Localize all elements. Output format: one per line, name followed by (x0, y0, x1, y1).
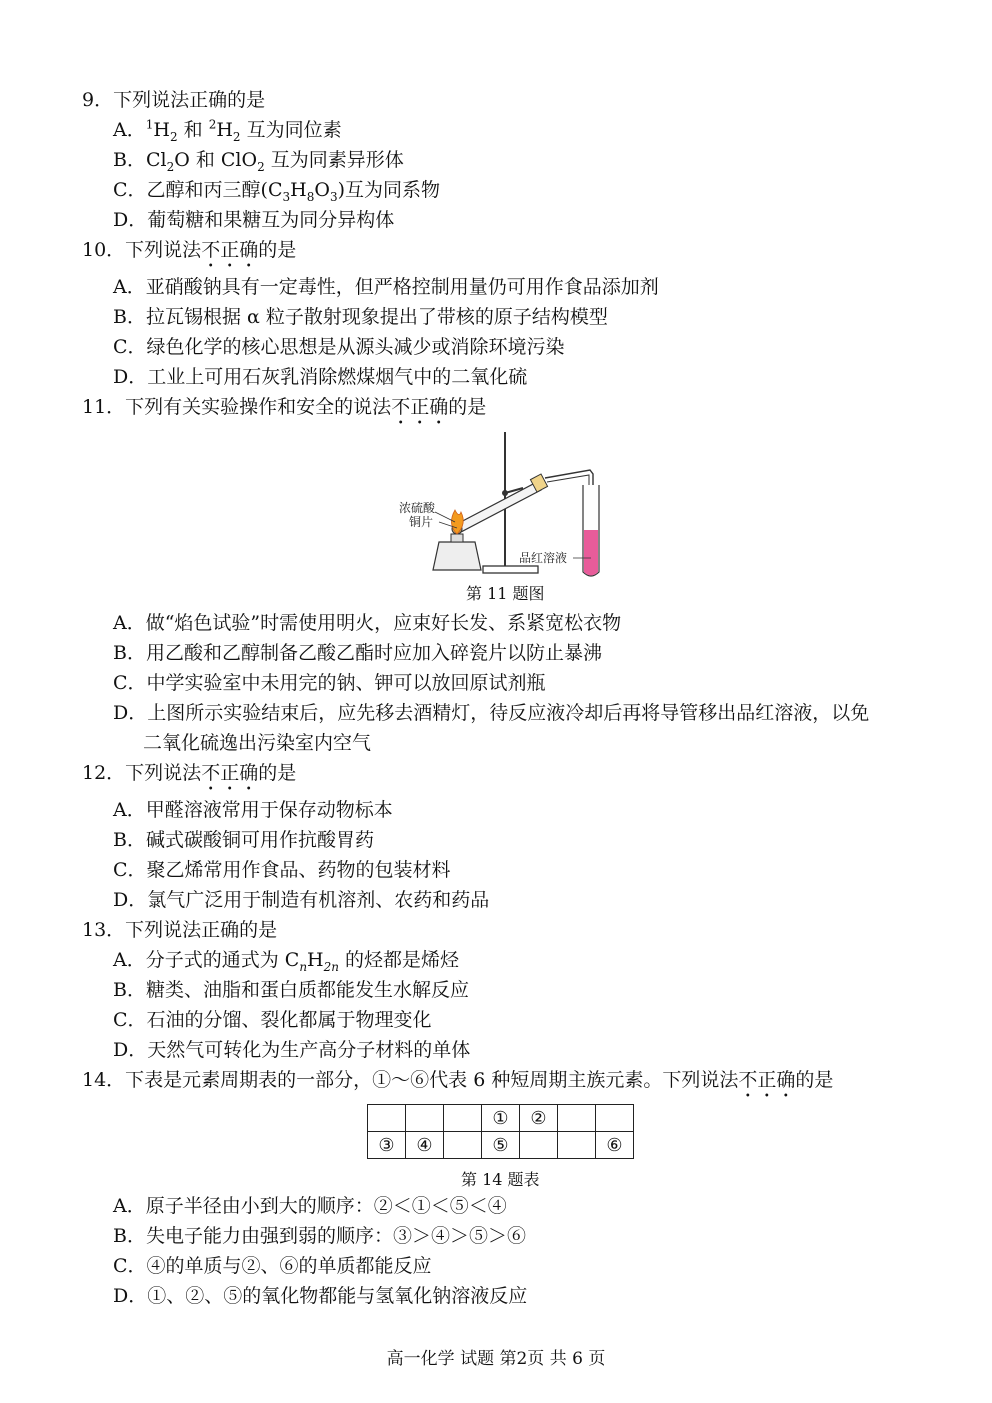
table-cell (444, 1105, 482, 1132)
q12-stem: 12．下列说法不正确的是 (82, 762, 297, 784)
table-row (368, 1105, 634, 1132)
label-copper-sheet: 铜片 (409, 515, 434, 529)
periodic-table-fragment (367, 1104, 634, 1159)
table-cell (368, 1105, 406, 1132)
q11-option-d: D．上图所示实验结束后，应先移去酒精灯，待反应液冷却后再将导管移出品红溶液，以免 (113, 702, 870, 724)
q14-option-a: A．原子半径由小到大的顺序：②＜①＜⑤＜④ (113, 1195, 507, 1217)
q14-option-c: C．④的单质与②、⑥的单质都能反应 (113, 1255, 432, 1277)
table-cell (520, 1132, 558, 1159)
page-footer: 高一化学 试题 第2页 共 6 页 (386, 1349, 606, 1369)
q9-option-c: C．乙醇和丙三醇$(C_3H_8O_3)$互为同系物 (113, 179, 440, 204)
q11-option-d-continued: 二氧化硫逸出污染室内空气 (143, 732, 372, 754)
table-cell: ② (520, 1105, 558, 1132)
q9-stem: 9．下列说法正确的是 (82, 89, 266, 111)
q11-option-b: B．用乙酸和乙醇制备乙酸乙酯时应加入碎瓷片以防止暴沸 (113, 642, 602, 664)
q11-option-c: C．中学实验室中未用完的钠、钾可以放回原试剂瓶 (113, 672, 546, 694)
q9-option-b: B．$Cl_2O$ 和 ClO$_2$ 互为同素异形体 (113, 149, 404, 174)
figure-11-caption: 第 11 题图 (466, 584, 545, 603)
table-cell: ③ (368, 1132, 406, 1159)
q14-stem: 14．下表是元素周期表的一部分，①～⑥代表 6 种短周期主族元素。下列说法不正确的是 (82, 1069, 834, 1091)
q13-option-b: B．糖类、油脂和蛋白质都能发生水解反应 (113, 979, 469, 1001)
q12-option-a: A．甲醛溶液常用于保存动物标本 (113, 799, 393, 821)
table-cell (406, 1105, 444, 1132)
q10-option-b: B．拉瓦锡根据 α 粒子散射现象提出了带核的原子结构模型 (113, 306, 608, 328)
q11-stem: 11．下列有关实验操作和安全的说法不正确的是 (82, 396, 487, 418)
label-concentrated-sulfuric-acid: 浓硫酸 (399, 501, 436, 515)
q14-option-b: B．失电子能力由强到弱的顺序：③＞④＞⑤＞⑥ (113, 1225, 526, 1247)
q10-option-d: D．工业上可用石灰乳消除燃煤烟气中的二氧化硫 (113, 366, 528, 388)
q10-stem: 10．下列说法不正确的是 (82, 239, 297, 261)
emphasis-mark: 不正确 (738, 1069, 796, 1091)
emphasis-mark: 不正确 (201, 762, 259, 784)
q13-option-d: D．天然气可转化为生产高分子材料的单体 (113, 1039, 471, 1061)
table-cell: ⑥ (596, 1132, 634, 1159)
q13-option-a: A．分子式的通式为 $C_nH_{2n}$ 的烃都是烯烃 (113, 949, 460, 974)
q10-option-c: C．绿色化学的核心思想是从源头减少或消除环境污染 (113, 336, 565, 358)
q12-option-c: C．聚乙烯常用作食品、药物的包装材料 (113, 859, 451, 881)
q12-option-b: B．碱式碳酸铜可用作抗酸胃药 (113, 829, 374, 851)
table-cell: ① (482, 1105, 520, 1132)
table-14-caption: 第 14 题表 (461, 1170, 540, 1189)
experiment-apparatus-figure (395, 430, 610, 580)
table-row (368, 1132, 634, 1159)
table-cell (444, 1132, 482, 1159)
q9-option-a: A．$^1H_2$ 和 $^2H_2$ 互为同位素 (113, 117, 342, 144)
emphasis-mark: 不正确 (391, 396, 449, 418)
q12-option-d: D．氯气广泛用于制造有机溶剂、农药和药品 (113, 889, 490, 911)
table-cell: ④ (406, 1132, 444, 1159)
q13-option-c: C．石油的分馏、裂化都属于物理变化 (113, 1009, 432, 1031)
table-cell (596, 1105, 634, 1132)
q13-stem: 13．下列说法正确的是 (82, 919, 278, 941)
q10-option-a: A．亚硝酸钠具有一定毒性，但严格控制用量仍可用作食品添加剂 (113, 276, 659, 298)
q11-option-a: A．做“焰色试验”时需使用明火，应束好长发、系紧宽松衣物 (113, 612, 622, 634)
table-cell (558, 1132, 596, 1159)
table-cell: ⑤ (482, 1132, 520, 1159)
label-magenta-solution: 品红溶液 (519, 551, 568, 565)
q9-option-d: D．葡萄糖和果糖互为同分异构体 (113, 209, 395, 231)
table-cell (558, 1105, 596, 1132)
q14-option-d: D．①、②、⑤的氧化物都能与氢氧化钠溶液反应 (113, 1285, 528, 1307)
emphasis-mark: 不正确 (201, 239, 259, 261)
